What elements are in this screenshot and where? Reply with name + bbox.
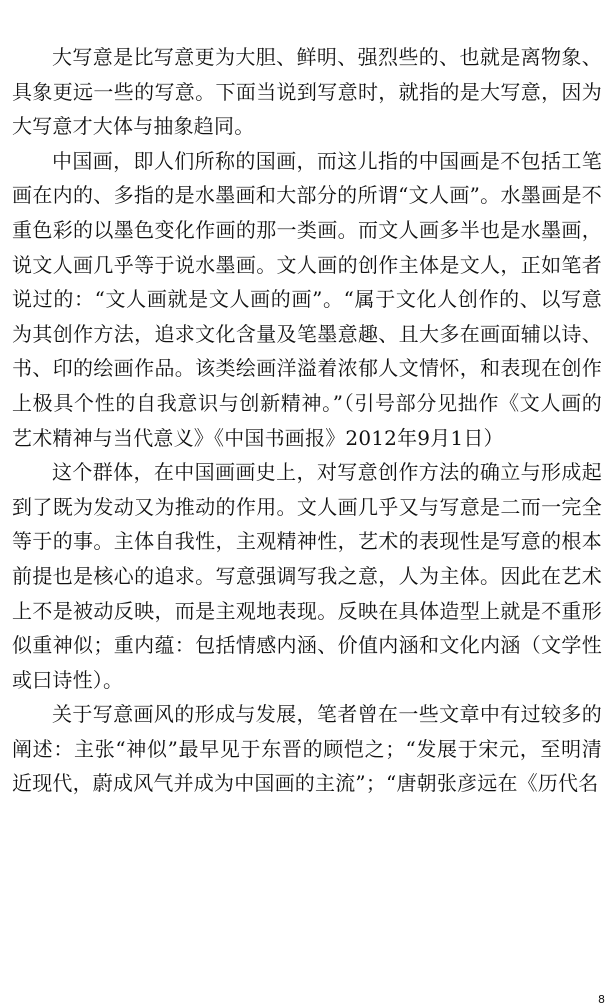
page-number: 8 xyxy=(598,993,605,1006)
paragraph-4: 关于写意画风的形成与发展，笔者曾在一些文章中有过较多的阐述：主张“神似”最早见于东晋的顾恺之；“发展于宋元，至明清近现代，蔚成风气并成为中国画的主流”；“唐朝张彦远在《历代名 xyxy=(12,702,602,796)
document-page xyxy=(12,40,602,801)
paragraph-3: 这个群体，在中国画画史上，对写意创作方法的确立与形成起到了既为发动又为推动的作用。文人画几乎又与写意是二而一完全等于的事。主体自我性，主观精神性，艺术的表现性是写意的根本前提也是核心的追求。写意强调写我之意，人为主体。因此在艺术上不是被动反映，而是主观地表现。反映在具体造型上就是不重形似重神似；重内蕴：包括情感内涵、价值内涵和文化内涵（文学性或曰诗性）。 xyxy=(12,460,602,692)
paragraph-1: 大写意是比写意更为大胆、鲜明、强烈些的、也就是离物象、具象更远一些的写意。下面当说到写意时，就指的是大写意，因为大写意才大体与抽象趋同。 xyxy=(12,45,602,139)
paragraph-2: 中国画，即人们所称的国画，而这儿指的中国画是不包括工笔画在内的、多指的是水墨画和大部分的所谓“文人画”。水墨画是不重色彩的以墨色变化作画的那一类画。而文人画多半也是水墨画，说文人画几乎等于说水墨画。文人画的创作主体是文人，正如笔者说过的：“文人画就是文人画的画”。“属于文化人创作的、以写意为其创作方法，追求文化含量及笔墨意趣、且大多在画面辅以诗、书、印的绘画作品。该类绘画洋溢着浓郁人文情怀，和表现在创作上极具个性的自我意识与创新精神。”（引号部分见拙作《文人画的艺术精神与当代意义》《中国书画报》2012年9月1日） xyxy=(12,148,602,450)
